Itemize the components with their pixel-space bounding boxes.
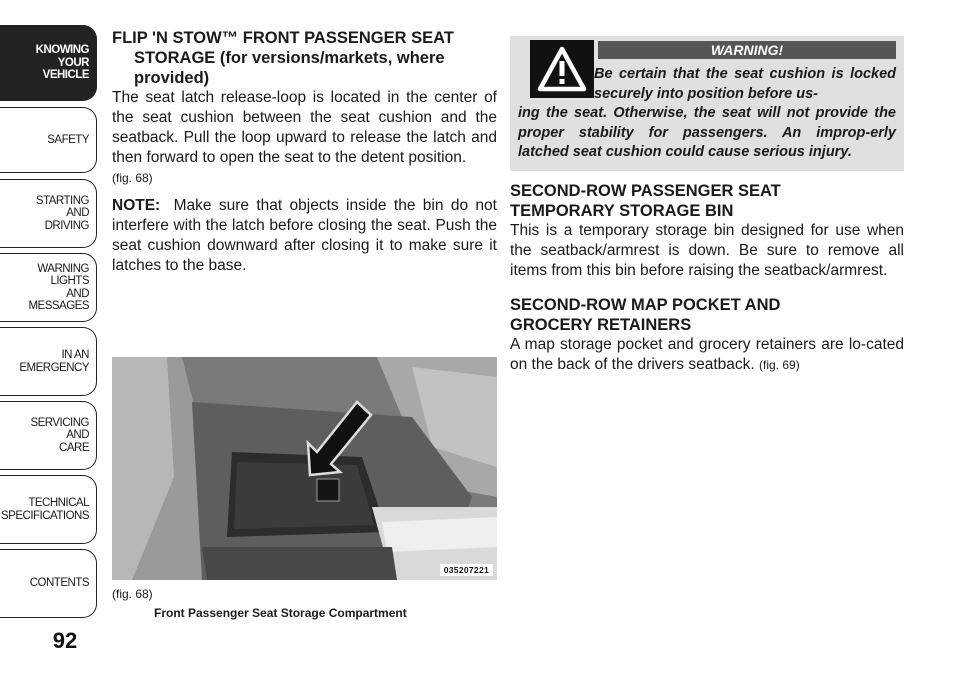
note-paragraph <box>112 196 497 276</box>
figure-reference: (fig. 68) <box>112 171 153 185</box>
tab-in-an-emergency[interactable] <box>0 327 97 396</box>
tab-servicing-and-care[interactable] <box>0 401 97 470</box>
note-text: Make sure that objects inside the bin do not interfere with the latch before closing the seat. Push the seat cushion downward after closing it to make sure it latches to the base. <box>112 197 497 274</box>
tab-label: YOUR <box>57 56 89 69</box>
section-text <box>510 335 904 375</box>
figure-code: 035207221 <box>440 564 493 576</box>
left-column <box>112 28 497 276</box>
figure-reference: (fig. 68) <box>112 587 153 601</box>
paragraph-seat-latch <box>112 88 497 188</box>
tab-contents[interactable] <box>0 549 97 618</box>
heading-line: provided) <box>134 69 210 87</box>
tab-label: CARE <box>59 441 89 454</box>
tab-knowing-your-vehicle[interactable] <box>0 25 97 101</box>
tab-safety[interactable] <box>0 107 97 173</box>
warning-triangle-icon <box>530 40 594 98</box>
tab-label: AND <box>66 207 89 220</box>
tab-label: LIGHTS <box>50 275 89 287</box>
paragraph-text: The seat latch release-loop is located in the center of the seat cushion between the seat cushion and the seatback. Pull the loop upward to release the latch and then forward to open the seat to the detent position. <box>112 89 497 166</box>
tab-label: SAFETY <box>47 133 89 146</box>
tab-label: WARNING <box>37 262 89 275</box>
tab-warning-lights-and-messages[interactable] <box>0 253 97 322</box>
seat-storage-photo <box>112 357 497 580</box>
tab-label: AND <box>66 429 89 442</box>
seat-storage-illustration <box>112 357 497 580</box>
section-heading-flip-n-stow <box>112 28 497 88</box>
tab-label: IN AN <box>61 349 89 361</box>
tab-label: SPECIFICATIONS <box>1 509 89 522</box>
figure-caption: Front Passenger Seat Storage Compartment <box>154 606 407 620</box>
page-number: 92 <box>52 628 78 653</box>
note-label: NOTE: <box>112 197 161 214</box>
warning-text-full: ing the seat. Otherwise, the seat will not provide the proper stability for passengers. An improp-erly latched seat cushion could cause serious injury. <box>518 105 896 160</box>
section-map-pocket <box>510 295 904 375</box>
tab-label: VEHICLE <box>42 69 89 82</box>
tab-starting-and-driving[interactable] <box>0 179 97 248</box>
tab-label: TECHNICAL <box>28 497 89 509</box>
right-column <box>510 36 904 375</box>
heading-line: FLIP 'N STOW™ FRONT PASSENGER SEAT <box>112 29 454 47</box>
tab-label: EMERGENCY <box>19 361 89 374</box>
section-heading <box>510 295 904 335</box>
section-text: This is a temporary storage bin designed for use when the seatback/armrest is down. Be sure to remove all items from this bin before raising the seatback/armrest. <box>510 221 904 279</box>
section-temporary-storage-bin <box>510 181 904 281</box>
heading-line: TEMPORARY STORAGE BIN <box>510 201 734 220</box>
figure-reference: (fig. 69) <box>759 357 800 372</box>
tab-label: MESSAGES <box>28 300 89 312</box>
section-text-body: A map storage pocket and grocery retainers are lo-cated on the back of the drivers seatback. <box>510 335 904 373</box>
warning-box <box>510 36 904 171</box>
tab-label: SERVICING <box>30 416 89 429</box>
tab-technical-specifications[interactable] <box>0 475 97 544</box>
heading-line: GROCERY RETAINERS <box>510 315 692 334</box>
tab-label: STARTING <box>35 194 89 207</box>
heading-line: SECOND-ROW PASSENGER SEAT <box>510 181 781 200</box>
heading-line: STORAGE (for versions/markets, where <box>134 49 445 67</box>
tab-label: AND <box>66 287 89 300</box>
section-heading <box>510 181 904 221</box>
tab-label: CONTENTS <box>29 577 89 590</box>
warning-title: WARNING! <box>598 41 896 59</box>
heading-line: SECOND-ROW MAP POCKET AND <box>510 295 781 314</box>
tab-label: KNOWING <box>35 44 89 57</box>
tab-label: DRIVING <box>44 219 89 232</box>
warning-text-indented: Be certain that the seat cushion is locked securely into position before us- <box>594 66 896 102</box>
chapter-tabs <box>0 0 100 678</box>
